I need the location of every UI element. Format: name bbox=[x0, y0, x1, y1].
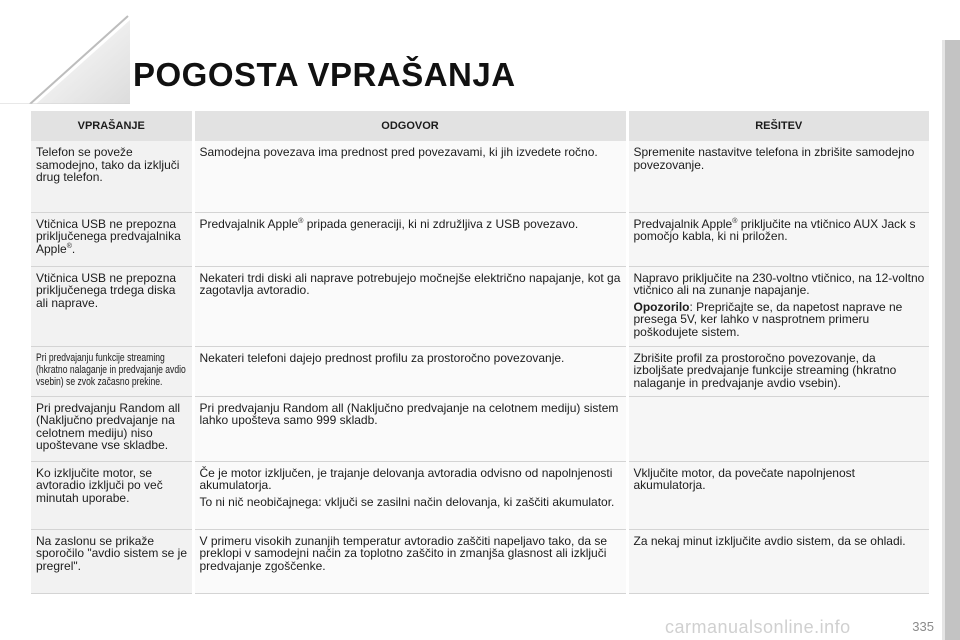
table-row bbox=[31, 266, 929, 346]
question-cell: Vtičnica USB ne prepozna priključenega trdega diska ali naprave. bbox=[31, 266, 193, 346]
answer-text: Predvajalnik Apple bbox=[199, 216, 299, 231]
registered-mark: ® bbox=[298, 217, 304, 225]
question-text: Pri predvajanju funkcije streaming (hkratno nalaganje in predvajanje avdio vsebin) se zvok začasno prekine. bbox=[36, 351, 186, 388]
question-cell: Ko izključite motor, se avtoradio izključi po več minutah uporabe. bbox=[31, 461, 193, 529]
registered-mark: ® bbox=[66, 242, 72, 250]
solution-cell: Spremenite nastavitve telefona in zbrišite samodejno povezovanje. bbox=[627, 141, 929, 212]
table-header-row bbox=[31, 111, 929, 141]
answer-paragraph: To ni nič neobičajnega: vključi se zasilni način delovanja, ki zaščiti akumulator. bbox=[199, 494, 615, 509]
answer-paragraph: Če je motor izključen, je trajanje delovanja avtoradia odvisno od napolnjenosti akumulatorja. bbox=[199, 465, 613, 492]
answer-cell bbox=[193, 461, 627, 529]
solution-cell: Za nekaj minut izključite avdio sistem, da se ohladi. bbox=[627, 529, 929, 593]
table-row bbox=[31, 346, 929, 396]
page-title: POGOSTA VPRAŠANJA bbox=[133, 56, 516, 93]
watermark: carmanualsonline.info bbox=[665, 617, 851, 637]
header-solution: REŠITEV bbox=[627, 111, 929, 141]
question-cell bbox=[31, 212, 193, 266]
warning-label: Opozorilo bbox=[633, 299, 690, 314]
solution-text: Predvajalnik Apple bbox=[633, 216, 733, 231]
page-number: 335 bbox=[912, 619, 934, 634]
header-question: VPRAŠANJE bbox=[31, 111, 193, 141]
table-row bbox=[31, 212, 929, 266]
solution-end: priključite na vtičnico AUX Jack s pomočjo kabla, ki ni priložen. bbox=[633, 216, 916, 243]
faq-table bbox=[31, 111, 929, 594]
table-row bbox=[31, 529, 929, 593]
warning-text: : Prepričajte se, da napetost naprave ne presega 5V, ker lahko v nasprotnem primeru poškodujete sistem. bbox=[633, 299, 903, 339]
answer-cell: Nekateri trdi diski ali naprave potrebujejo močnejše električno napajanje, kot ga zagotavlja avtoradio. bbox=[193, 266, 627, 346]
page-edge-bar bbox=[945, 40, 960, 640]
answer-cell: Pri predvajanju Random all (Naključno predvajanje na celotnem mediju) sistem lahko upošteva samo 999 skladb. bbox=[193, 396, 627, 461]
answer-cell bbox=[193, 212, 627, 266]
header-answer: ODGOVOR bbox=[193, 111, 627, 141]
table-row bbox=[31, 396, 929, 461]
warning-paragraph bbox=[634, 301, 926, 339]
corner-tab-decoration bbox=[0, 0, 130, 104]
question-text: Vtičnica USB ne prepozna priključenega predvajalnika Apple bbox=[36, 216, 181, 256]
table-row bbox=[31, 141, 929, 212]
answer-cell: V primeru visokih zunanjih temperatur avtoradio zaščiti napeljavo tako, da se preklopi v samodejni način za toplotno zaščito in zmanjša glasnost ali izključi predvajanje zgoščenke. bbox=[193, 529, 627, 593]
table-row bbox=[31, 461, 929, 529]
question-cell: Na zaslonu se prikaže sporočilo "avdio sistem se je pregrel". bbox=[31, 529, 193, 593]
solution-cell bbox=[627, 212, 929, 266]
question-cell: Telefon se poveže samodejno, tako da izključi drug telefon. bbox=[31, 141, 193, 212]
solution-cell bbox=[627, 396, 929, 461]
answer-end: pripada generaciji, ki ni združljiva z USB povezavo. bbox=[303, 216, 579, 231]
question-cell: Pri predvajanju Random all (Naključno predvajanje na celotnem mediju) niso upoštevane vse skladbe. bbox=[31, 396, 193, 461]
question-end: . bbox=[71, 241, 76, 256]
solution-cell: Vključite motor, da povečate napolnjenost akumulatorja. bbox=[627, 461, 929, 529]
solution-text: Napravo priključite na 230-voltno vtičnico, na 12-voltno vtičnico ali na zunanje napajanje. bbox=[633, 270, 925, 297]
question-cell bbox=[31, 346, 193, 396]
answer-cell: Samodejna povezava ima prednost pred povezavami, ki jih izvedete ročno. bbox=[193, 141, 627, 212]
answer-cell: Nekateri telefoni dajejo prednost profilu za prostoročno povezovanje. bbox=[193, 346, 627, 396]
solution-cell bbox=[627, 266, 929, 346]
solution-cell: Zbrišite profil za prostoročno povezovanje, da izboljšate predvajanje funkcije streaming (hkratno nalaganje in predvajanje avdio vsebin). bbox=[627, 346, 929, 396]
registered-mark: ® bbox=[732, 217, 738, 225]
